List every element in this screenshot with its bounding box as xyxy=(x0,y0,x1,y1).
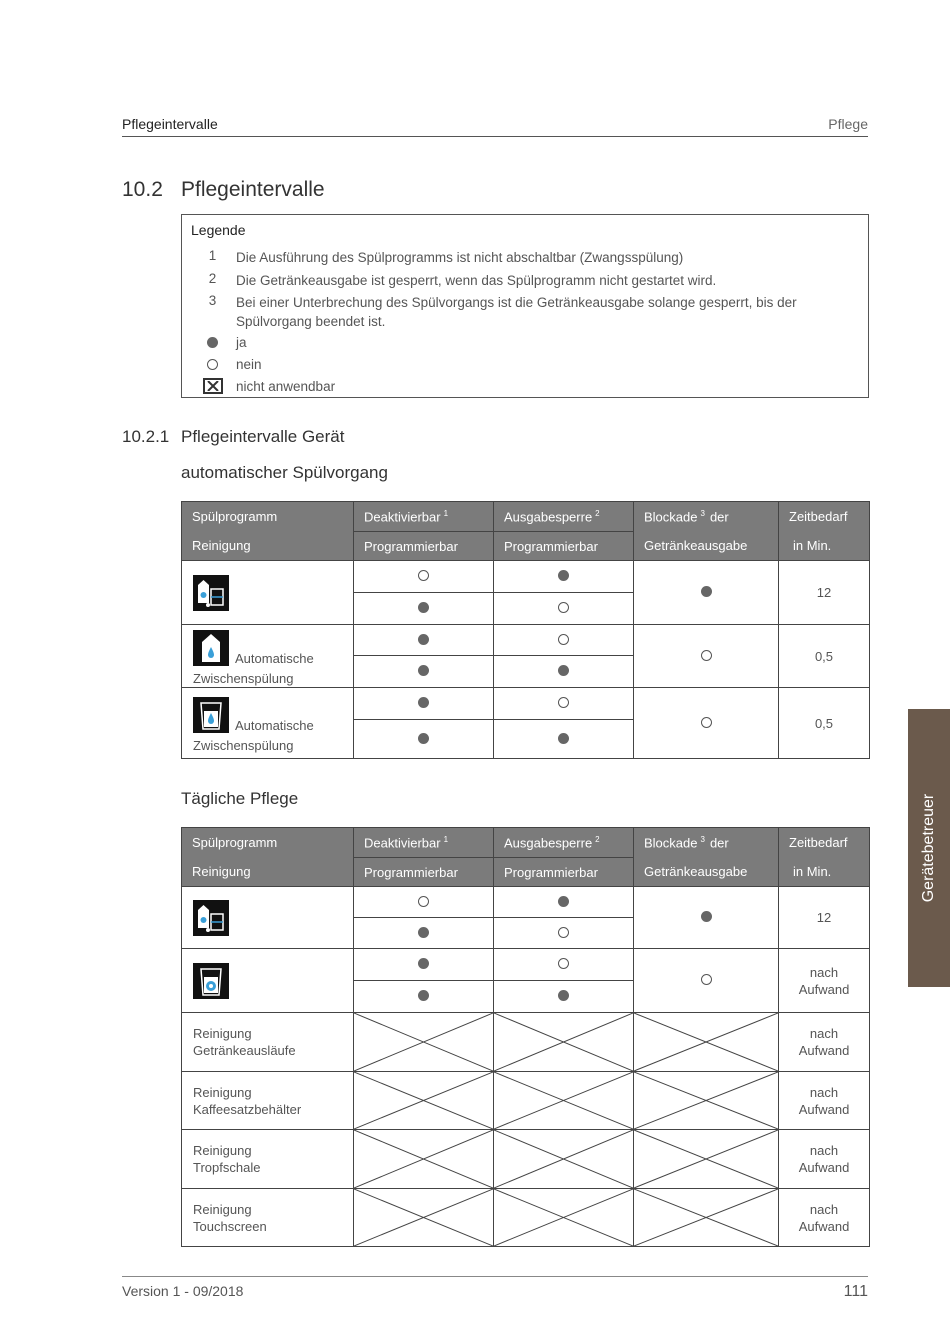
legend-key: 3 xyxy=(208,293,217,308)
output-lock-cell xyxy=(494,720,634,759)
legend-key xyxy=(200,358,225,373)
legend-title: Legende xyxy=(191,222,246,238)
header-programmable: Programmierbar xyxy=(354,532,494,561)
legend-text: Die Ausführung des Spülprogramms ist nicht abschaltbar (Zwangsspülung) xyxy=(236,250,684,265)
header-chapter: Pflege xyxy=(828,116,868,132)
milk-and-cup-icon xyxy=(193,900,229,936)
milk-and-cup-icon xyxy=(193,575,229,611)
table-header-row xyxy=(182,828,870,858)
program-cell xyxy=(182,887,354,949)
footnote-ref: 2 xyxy=(595,834,600,844)
yes-dot-icon xyxy=(418,602,429,613)
legend-box xyxy=(181,214,869,398)
time-cell xyxy=(779,688,870,759)
yes-dot-icon xyxy=(558,733,569,744)
yes-dot-icon xyxy=(207,337,218,348)
time-value: 0,5 xyxy=(814,715,834,731)
table-row xyxy=(182,1130,870,1189)
program-label: Reinigung xyxy=(193,1084,252,1100)
yes-dot-icon xyxy=(418,665,429,676)
legend-key: 1 xyxy=(208,248,217,263)
table-header-row xyxy=(182,502,870,532)
no-ring-icon xyxy=(558,697,569,708)
output-lock-cell xyxy=(494,656,634,688)
table-header-row xyxy=(182,532,870,561)
no-ring-icon xyxy=(558,634,569,645)
header-minutes: in Min. xyxy=(779,532,870,561)
header-blockade-der: der xyxy=(709,509,729,525)
program-label-line2: Getränkeausläufe xyxy=(193,1043,296,1058)
not-applicable-cell xyxy=(354,1189,494,1247)
no-ring-icon xyxy=(207,359,218,370)
deactivatable-cell xyxy=(354,949,494,981)
not-applicable-icon xyxy=(203,378,223,394)
program-cell xyxy=(182,1013,354,1072)
no-ring-icon xyxy=(701,717,712,728)
time-value: 12 xyxy=(816,910,832,925)
subsection-title: Pflegeintervalle Gerät xyxy=(181,427,345,446)
output-lock-cell xyxy=(494,949,634,981)
program-label: Reinigung xyxy=(193,1201,252,1217)
program-label: Automatische xyxy=(235,717,314,733)
header-output-lock xyxy=(494,502,634,532)
legend-text: Bei einer Unterbrechung des Spülvorgangs ist die Getränkeausgabe solange gesperrt, bis der Spülvorgang beendet ist. xyxy=(236,295,797,329)
page-footer xyxy=(122,1276,868,1306)
program-cell xyxy=(182,1130,354,1189)
time-value: nach xyxy=(809,1201,839,1217)
header-deactivatable xyxy=(354,828,494,858)
deactivatable-cell xyxy=(354,593,494,625)
time-cell xyxy=(779,949,870,1013)
footnote-ref: 2 xyxy=(595,508,600,518)
auto-rinse-table xyxy=(181,501,870,759)
side-tab[interactable] xyxy=(908,709,950,987)
table-header-row xyxy=(182,858,870,887)
time-value: nach xyxy=(809,1026,839,1041)
table-row xyxy=(182,1072,870,1130)
program-label: Automatische xyxy=(235,650,314,666)
program-label-line2: Zwischenspülung xyxy=(193,670,294,686)
header-minutes: in Min. xyxy=(779,858,870,887)
output-lock-cell xyxy=(494,625,634,656)
header-deactivatable-label: Deaktivierbar xyxy=(364,509,441,525)
output-lock-cell xyxy=(494,981,634,1013)
table-row xyxy=(182,887,870,918)
not-applicable-cell xyxy=(634,1072,779,1130)
not-applicable-cell xyxy=(494,1130,634,1189)
header-blockade xyxy=(634,502,779,532)
time-value: nach xyxy=(809,1143,839,1158)
program-cell xyxy=(182,625,354,688)
header-time: Zeitbedarf xyxy=(779,502,870,532)
section-heading xyxy=(122,178,325,202)
no-ring-icon xyxy=(558,927,569,938)
header-blockade-der: der xyxy=(709,835,729,851)
program-label-line2: Tropfschale xyxy=(193,1160,261,1175)
header-programmable: Programmierbar xyxy=(494,532,634,561)
time-value-line2: Aufwand xyxy=(798,1043,850,1058)
time-cell xyxy=(779,887,870,949)
yes-dot-icon xyxy=(558,990,569,1001)
legend-text: ja xyxy=(236,335,247,350)
header-program: Spülprogramm xyxy=(182,828,354,858)
time-value: nach xyxy=(809,964,839,980)
time-cell xyxy=(779,1130,870,1189)
not-applicable-cell xyxy=(634,1013,779,1072)
no-ring-icon xyxy=(558,602,569,613)
time-cell xyxy=(779,1013,870,1072)
page-number: 111 xyxy=(843,1283,868,1300)
header-deactivatable-label: Deaktivierbar xyxy=(364,835,441,851)
deactivatable-cell xyxy=(354,625,494,656)
no-ring-icon xyxy=(418,570,429,581)
blockade-cell xyxy=(634,625,779,688)
header-blockade-label: Blockade xyxy=(644,835,698,851)
yes-dot-icon xyxy=(418,697,429,708)
header-cleaning: Reinigung xyxy=(182,858,354,887)
time-value-line2: Aufwand xyxy=(798,981,850,997)
deactivatable-cell xyxy=(354,918,494,949)
header-time: Zeitbedarf xyxy=(779,828,870,858)
daily-care-table xyxy=(181,827,870,1247)
output-lock-cell xyxy=(494,561,634,593)
output-lock-cell xyxy=(494,887,634,918)
not-applicable-cell xyxy=(354,1130,494,1189)
header-programmable: Programmierbar xyxy=(354,858,494,887)
subsection-number: 10.2.1 xyxy=(122,427,170,446)
output-lock-cell xyxy=(494,918,634,949)
deactivatable-cell xyxy=(354,720,494,759)
header-programmable: Programmierbar xyxy=(494,858,634,887)
not-applicable-cell xyxy=(494,1189,634,1247)
not-applicable-cell xyxy=(494,1072,634,1130)
blockade-cell xyxy=(634,688,779,759)
time-value-line2: Aufwand xyxy=(798,1160,850,1175)
subsection-heading xyxy=(122,427,344,447)
table-row xyxy=(182,561,870,593)
program-label-line2: Zwischenspülung xyxy=(193,737,294,753)
footnote-ref: 1 xyxy=(443,508,449,518)
program-cell xyxy=(182,561,354,625)
no-ring-icon xyxy=(558,958,569,969)
table-row xyxy=(182,625,870,656)
footnote-ref: 1 xyxy=(443,834,449,844)
footnote-ref: 3 xyxy=(700,835,705,845)
header-output-lock-label: Ausgabesperre xyxy=(504,509,593,525)
header-blockade-label: Blockade xyxy=(644,509,698,525)
legend-key xyxy=(200,378,225,397)
time-value: 0,5 xyxy=(814,648,834,664)
page-header xyxy=(122,116,868,137)
no-ring-icon xyxy=(701,650,712,661)
time-value: 12 xyxy=(816,585,832,600)
table-row xyxy=(182,1013,870,1072)
yes-dot-icon xyxy=(701,586,712,597)
yes-dot-icon xyxy=(701,911,712,922)
deactivatable-cell xyxy=(354,887,494,918)
time-cell xyxy=(779,1072,870,1130)
legend-text: nein xyxy=(236,357,262,372)
deactivatable-cell xyxy=(354,688,494,720)
yes-dot-icon xyxy=(558,665,569,676)
program-cell xyxy=(182,949,354,1013)
header-deactivatable xyxy=(354,502,494,532)
program-label: Reinigung xyxy=(193,1143,252,1158)
output-lock-cell xyxy=(494,593,634,625)
blockade-cell xyxy=(634,561,779,625)
footer-version: Version 1 - 09/2018 xyxy=(122,1283,244,1299)
not-applicable-cell xyxy=(494,1013,634,1072)
program-label: Reinigung xyxy=(193,1026,252,1041)
section-number: 10.2 xyxy=(122,178,163,201)
program-cell xyxy=(182,1189,354,1247)
output-lock-cell xyxy=(494,688,634,720)
section-title: Pflegeintervalle xyxy=(181,178,325,201)
table-row xyxy=(182,1189,870,1247)
not-applicable-cell xyxy=(354,1013,494,1072)
legend-key xyxy=(200,336,225,351)
header-section: Pflegeintervalle xyxy=(122,116,218,132)
header-output-lock xyxy=(494,828,634,858)
not-applicable-cell xyxy=(354,1072,494,1130)
side-tab-label: Gerätebetreuer xyxy=(920,793,937,903)
yes-dot-icon xyxy=(418,958,429,969)
program-cell xyxy=(182,688,354,759)
not-applicable-cell xyxy=(634,1130,779,1189)
auto-table-title: automatischer Spülvorgang xyxy=(181,463,388,482)
yes-dot-icon xyxy=(418,927,429,938)
yes-dot-icon xyxy=(418,733,429,744)
footnote-ref: 3 xyxy=(700,509,705,519)
deactivatable-cell xyxy=(354,981,494,1013)
time-cell xyxy=(779,1189,870,1247)
deactivatable-cell xyxy=(354,561,494,593)
time-cell xyxy=(779,561,870,625)
no-ring-icon xyxy=(418,896,429,907)
time-value-line2: Aufwand xyxy=(798,1218,850,1234)
header-cleaning: Reinigung xyxy=(182,532,354,561)
legend-text: Die Getränkeausgabe ist gesperrt, wenn das Spülprogramm nicht gestartet wird. xyxy=(236,273,717,288)
cup-cleaning-icon xyxy=(193,963,229,999)
header-output-lock-label: Ausgabesperre xyxy=(504,835,593,851)
blockade-cell xyxy=(634,887,779,949)
legend-key: 2 xyxy=(208,271,217,286)
deactivatable-cell xyxy=(354,656,494,688)
header-beverage-output: Getränkeausgabe xyxy=(634,532,779,561)
table-row xyxy=(182,688,870,720)
milk-carton-drop-icon xyxy=(193,630,229,666)
time-value: nach xyxy=(809,1084,839,1100)
yes-dot-icon xyxy=(558,896,569,907)
program-cell xyxy=(182,1072,354,1130)
header-blockade xyxy=(634,828,779,858)
yes-dot-icon xyxy=(558,570,569,581)
header-program: Spülprogramm xyxy=(182,502,354,532)
time-cell xyxy=(779,625,870,688)
time-value-line2: Aufwand xyxy=(798,1101,850,1117)
program-label-line2: Touchscreen xyxy=(193,1218,267,1234)
yes-dot-icon xyxy=(418,634,429,645)
cup-drop-icon xyxy=(193,697,229,733)
table-row xyxy=(182,949,870,981)
no-ring-icon xyxy=(701,974,712,985)
not-applicable-cell xyxy=(634,1189,779,1247)
program-label-line2: Kaffeesatzbehälter xyxy=(193,1101,302,1117)
daily-table-title: Tägliche Pflege xyxy=(181,789,299,808)
legend-text: nicht anwendbar xyxy=(236,379,336,394)
yes-dot-icon xyxy=(418,990,429,1001)
header-beverage-output: Getränkeausgabe xyxy=(634,858,779,887)
blockade-cell xyxy=(634,949,779,1013)
